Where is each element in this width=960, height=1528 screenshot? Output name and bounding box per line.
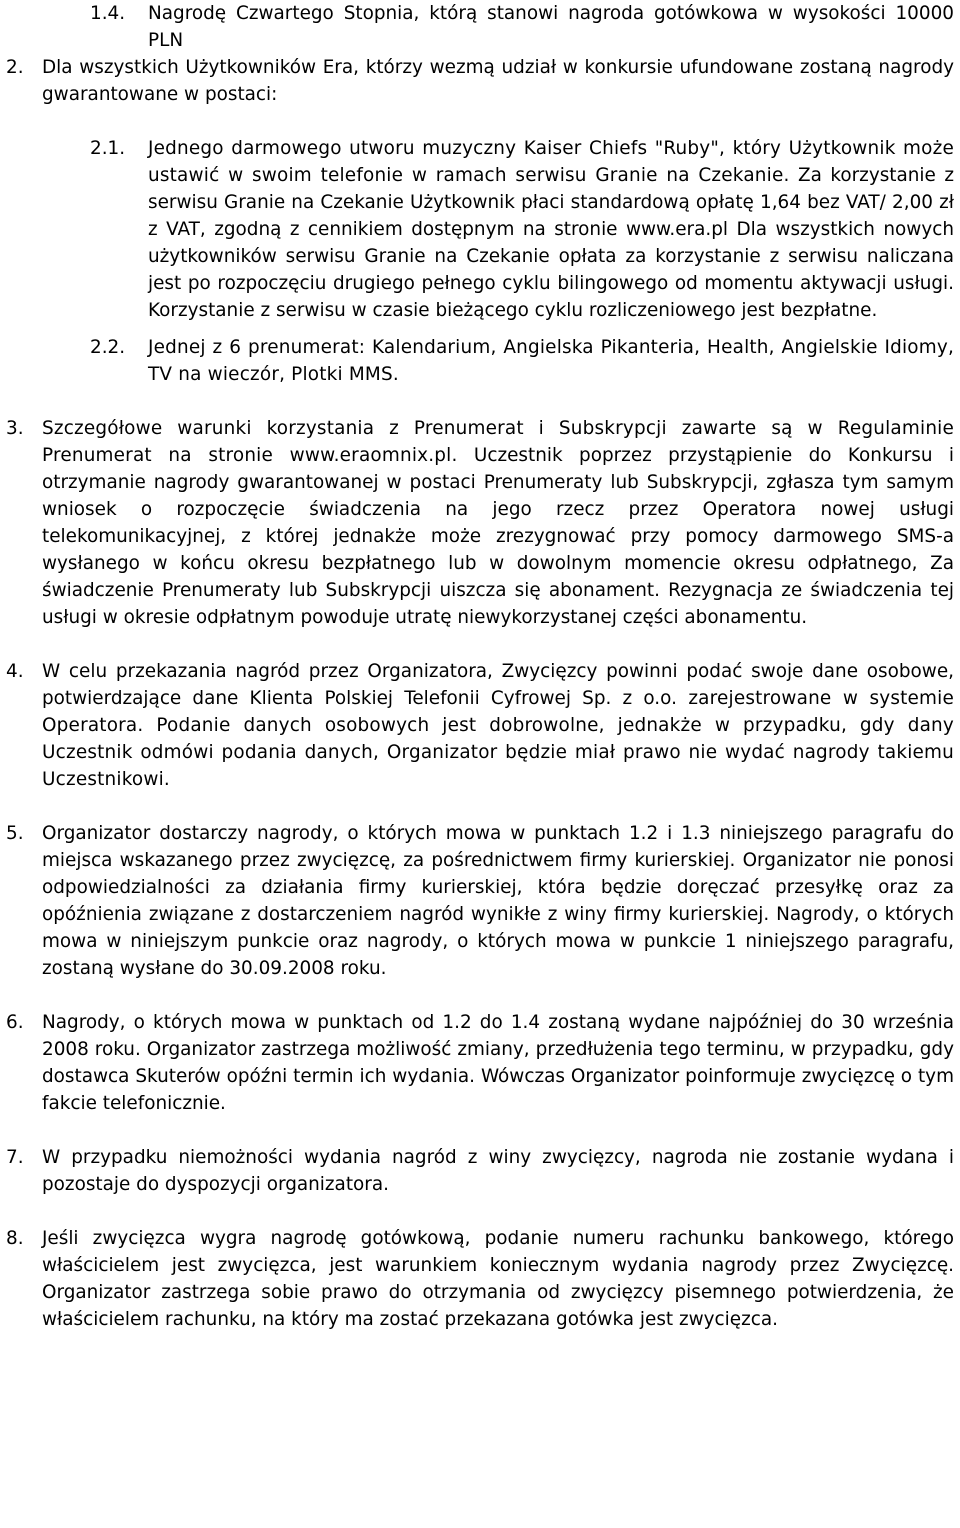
clause-text [42,658,954,793]
clause-text-part: Za korzystanie z serwisu Granie na Czekanie Użytkownik płaci standardową opłatę 1,64 bez VAT/ 2,00 zł z VAT, zgodną z cennikiem dostępnym na stronie www.era.pl [148,165,954,240]
clause-text-part: Rezygnacja ze świadczenia tej usługi w okresie odpłatnym powoduje utratę niewykorzystanej części abonamentu. [42,580,954,628]
clause-3 [6,415,954,631]
clause-text: Dla wszystkich Użytkowników Era, którzy wezmą udział w konkursie ufundowane zostaną nagrody gwarantowane w postaci: [42,57,954,105]
clause-text-part: Korzystanie z serwisu w czasie bieżącego cyklu rozliczeniowego jest bezpłatne. [148,300,878,321]
clause-text: W przypadku niemożności wydania nagród z winy zwycięzcy, nagroda nie zostanie wydana i pozostaje do dyspozycji organizatora. [42,1147,954,1195]
clause-text: Nagrody, o których mowa w punktach od 1.2 do 1.4 zostaną wydane najpóźniej do 30 września 2008 roku. Organizator zastrzega możliwość zmiany, przedłużenia tego terminu, w przypadku, gdy dostawca Skuterów opóźni termin ich wydania. Wówczas Organizator poinformuje zwycięzcę o tym fakcie telefonicznie. [42,1012,954,1114]
clause-number: 4. [6,661,24,682]
clause-6 [6,1009,954,1117]
clause-text [148,135,954,324]
clause-text: Jednej z 6 prenumerat: Kalendarium, Angielska Pikanteria, Health, Angielskie Idiomy, TV na wieczór, Plotki MMS. [148,337,954,385]
clause-number: 2.2. [90,337,126,358]
clause-number: 6. [6,1012,24,1033]
clause-7 [6,1144,954,1198]
clause-text-part: W celu przekazania nagród przez Organizatora, Zwycięzcy powinni podać swoje dane osobowe, potwierdzające dane Klienta Polskiej Telefonii Cyfrowej Sp. z o.o. [42,661,954,709]
clause-text: Jeśli zwycięzca wygra nagrodę gotówkową, podanie numeru rachunku bankowego, którego właścicielem jest zwycięzca, jest warunkiem koniecznym wydania nagrody przez Zwycięzcę. Organizator zastrzega sobie prawo do otrzymania od zwycięzcy pisemnego potwierdzenia, że właścicielem rachunku, na który ma zostać przekazana gotówka jest zwycięzca. [42,1228,954,1330]
clause-text-part: zarejestrowane w systemie Operatora. Podanie danych osobowych jest dobrowolne, jednakże w przypadku, gdy dany Uczestnik odmówi podania danych, Organizator będzie miał prawo nie wydać nagrody takiemu Uczestnikowi. [42,688,954,790]
clause-2-2 [6,334,954,388]
clause-number: 2. [6,57,24,78]
clause-text-part: Szczegółowe warunki korzystania z Prenumerat i Subskrypcji zawarte są w Regulaminie Prenumerat na stronie www.eraomnix.pl. [42,418,954,466]
clause-text [42,415,954,631]
clause-number: 7. [6,1147,24,1168]
clause-number: 1.4. [90,3,126,24]
clause-number: 2.1. [90,138,126,159]
clause-text-part: Jednego darmowego utworu muzyczny Kaiser Chiefs "Ruby", który Użytkownik może ustawić w swoim telefonie w ramach serwisu Granie na Czekanie. [148,138,954,186]
clause-4 [6,658,954,793]
clause-text-part: Uczestnik poprzez przystąpienie do Konkursu i otrzymanie nagrody gwarantowanej w postaci Prenumeraty lub Subskrypcji, zgłasza tym samym wniosek o rozpoczęcie świadczenia na jego rzecz przez Operatora nowej usługi telekomunikacyjnej, z której jednakże może zrezygnować przy pomocy darmowego SMS-a wysłanego w końcu okresu bezpłatnego lub w dowolnym momencie okresu odpłatnego, Za świadczenie Prenumeraty lub Subskrypcji uiszcza się abonament. [42,445,954,601]
clause-2 [6,54,954,108]
clause-number: 3. [6,418,24,439]
clause-text: Nagrodę Czwartego Stopnia, którą stanowi nagroda gotówkowa w wysokości 10000 PLN [148,3,954,51]
clause-text-part: Dla wszystkich nowych użytkowników serwisu Granie na Czekanie opłata za korzystanie z serwisu naliczana jest po rozpoczęciu drugiego pełnego cyklu bilingowego od momentu aktywacji usługi. [148,219,954,294]
clause-number: 5. [6,823,24,844]
clause-number: 8. [6,1228,24,1249]
clause-1-4 [6,0,954,54]
clause-text: Organizator dostarczy nagrody, o których mowa w punktach 1.2 i 1.3 niniejszego paragrafu do miejsca wskazanego przez zwycięzcę, za pośrednictwem firmy kurierskiej. Organizator nie ponosi odpowiedzialności za działania firmy kurierskiej, która będzie doręczać przesyłkę oraz za opóźnienia związane z dostarczeniem nagród wynikłe z winy firmy kurierskiej. Nagrody, o których mowa w niniejszym punkcie oraz nagrody, o których mowa w punkcie 1 niniejszego paragrafu, zostaną wysłane do 30.09.2008 roku. [42,823,954,979]
clause-8 [6,1225,954,1333]
clause-2-1 [6,135,954,324]
clause-5 [6,820,954,982]
